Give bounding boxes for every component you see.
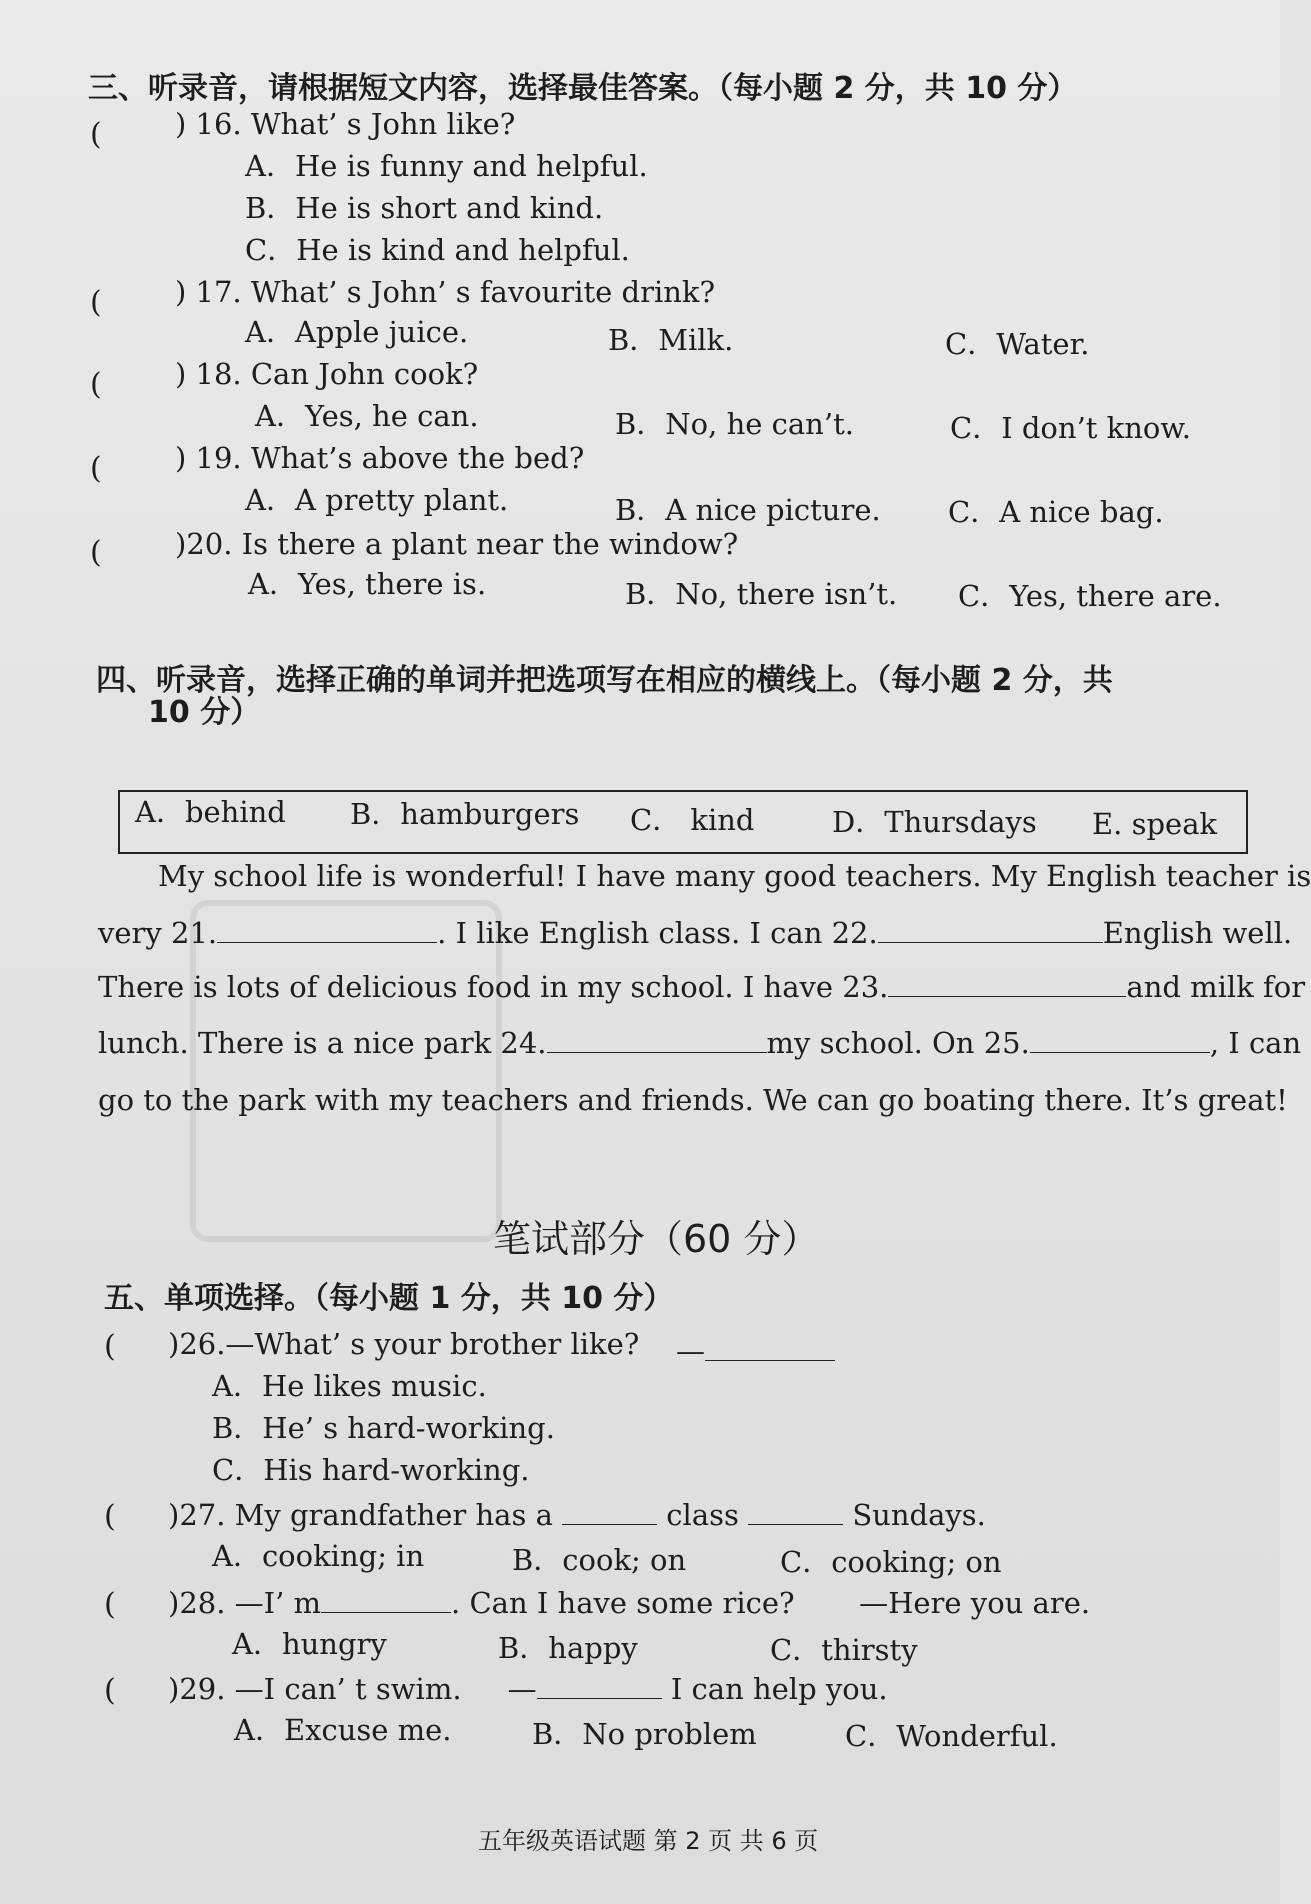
stem-text: class [666, 1498, 739, 1532]
answer-blank-21[interactable] [217, 916, 437, 943]
stem-text: . Can I have some rice? [451, 1586, 795, 1620]
option-a: A．A pretty plant. [245, 483, 509, 517]
passage-text: lunch. There is a nice park 24. [98, 1026, 547, 1060]
answer-blank-24[interactable] [547, 1026, 767, 1053]
answer-blank-29[interactable] [537, 1672, 662, 1699]
option-a: A．Apple juice. [245, 315, 469, 349]
answer-paren[interactable]: ( [90, 285, 102, 320]
option-b: B．He’ s hard-working. [212, 1411, 555, 1445]
answer-paren[interactable]: ( [104, 1673, 116, 1708]
question-17: ) 17. What’ s John’ s favourite drink? [175, 275, 716, 309]
option-a: A．Excuse me. [234, 1713, 452, 1747]
option-b: B．Milk. [608, 323, 734, 357]
question-26: )26.—What’ s your brother like? [168, 1327, 640, 1361]
option-a: A．cooking; in [212, 1539, 425, 1573]
stem-text: )27. My grandfather has a [168, 1498, 553, 1532]
question-27 [168, 1498, 986, 1532]
answer-paren[interactable]: ( [90, 367, 102, 402]
bleed-through-stamp [190, 900, 502, 1242]
option-c: C．His hard-working. [212, 1453, 530, 1487]
option-a: A．Yes, he can. [255, 399, 479, 433]
option-c: C．Water. [945, 327, 1090, 361]
question-20: )20. Is there a plant near the window? [175, 527, 739, 561]
written-part-title: 笔试部分（60 分） [493, 1217, 820, 1261]
passage-line [98, 916, 1292, 950]
answer-blank-27b[interactable] [748, 1498, 843, 1525]
answer-blank-22[interactable] [878, 916, 1103, 943]
option-c: C．Wonderful. [845, 1719, 1058, 1753]
question-16: ) 16. What’ s John like? [175, 107, 516, 141]
passage-text: my school. On 25. [766, 1026, 1030, 1060]
stem-text: Sundays. [852, 1498, 986, 1532]
option-a: A．He likes music. [212, 1369, 487, 1403]
option-b: B．happy [498, 1631, 638, 1665]
passage-text: English well. [1102, 916, 1293, 950]
page-footer: 五年级英语试题 第 2 页 共 6 页 [478, 1827, 819, 1855]
word-option-e: E. speak [1092, 807, 1218, 841]
option-b: B．No, there isn’t. [625, 577, 898, 611]
passage-text: and milk for [1126, 970, 1306, 1004]
answer-blank-28[interactable] [321, 1586, 451, 1613]
answer-blank-25[interactable] [1030, 1026, 1210, 1053]
stem-text: —Here you are. [859, 1586, 1091, 1620]
answer-blank-26[interactable] [705, 1334, 835, 1361]
option-c: C．I don’t know. [950, 411, 1191, 445]
question-29 [168, 1672, 888, 1706]
option-c: C．He is kind and helpful. [245, 233, 630, 267]
passage-line: go to the park with my teachers and friends. We can go boating there. It’s great! [98, 1083, 1288, 1117]
dash-text: — [676, 1334, 705, 1368]
answer-dash [676, 1334, 835, 1368]
word-option-a: A．behind [135, 795, 286, 829]
word-option-d: D．Thursdays [832, 805, 1037, 839]
option-a: A．hungry [232, 1627, 387, 1661]
option-c: C．cooking; on [780, 1545, 1002, 1579]
answer-blank-23[interactable] [888, 970, 1126, 997]
passage-text: , I can [1209, 1026, 1302, 1060]
answer-paren[interactable]: ( [104, 1587, 116, 1622]
question-28 [168, 1586, 1090, 1620]
option-b: B．cook; on [512, 1543, 687, 1577]
answer-paren[interactable]: ( [104, 1499, 116, 1534]
option-b: B．No problem [532, 1717, 757, 1751]
question-18: ) 18. Can John cook? [175, 357, 479, 391]
section3-heading: 三、听录音，请根据短文内容，选择最佳答案。（每小题 2 分，共 10 分） [88, 71, 1078, 106]
passage-text: . I like English class. I can 22. [437, 916, 878, 950]
option-b: B．A nice picture. [615, 493, 881, 527]
option-a: A．Yes, there is. [248, 567, 487, 601]
word-option-b: B．hamburgers [350, 797, 580, 831]
option-b: B．He is short and kind. [245, 191, 604, 225]
word-option-c: C． kind [630, 803, 755, 837]
question-19: ) 19. What’s above the bed? [175, 441, 585, 475]
section4-heading-cont: 10 分） [148, 695, 261, 730]
section5-heading: 五、单项选择。（每小题 1 分，共 10 分） [104, 1281, 674, 1316]
answer-paren[interactable]: ( [90, 535, 102, 570]
answer-paren[interactable]: ( [90, 117, 102, 152]
option-c: C．A nice bag. [948, 495, 1164, 529]
passage-text: very 21. [98, 916, 218, 950]
stem-text: )29. —I can’ t swim. [168, 1672, 462, 1706]
stem-text: I can help you. [670, 1672, 888, 1706]
answer-paren[interactable]: ( [90, 451, 102, 486]
option-b: B．No, he can’t. [615, 407, 854, 441]
answer-paren[interactable]: ( [104, 1329, 116, 1364]
stem-text: — [507, 1672, 537, 1706]
answer-blank-27a[interactable] [562, 1498, 657, 1525]
passage-text: There is lots of delicious food in my school. I have 23. [98, 970, 889, 1004]
option-c: C．Yes, there are. [958, 579, 1222, 613]
stem-text: )28. —I’ m [168, 1586, 322, 1620]
section4-heading: 四、听录音，选择正确的单词并把选项写在相应的横线上。（每小题 2 分，共 [96, 663, 1113, 698]
passage-line [98, 1026, 1301, 1060]
passage-line [98, 970, 1305, 1004]
option-a: A．He is funny and helpful. [245, 149, 648, 183]
passage-line: My school life is wonderful! I have many good teachers. My English teacher is [158, 859, 1311, 893]
option-c: C．thirsty [770, 1633, 918, 1667]
